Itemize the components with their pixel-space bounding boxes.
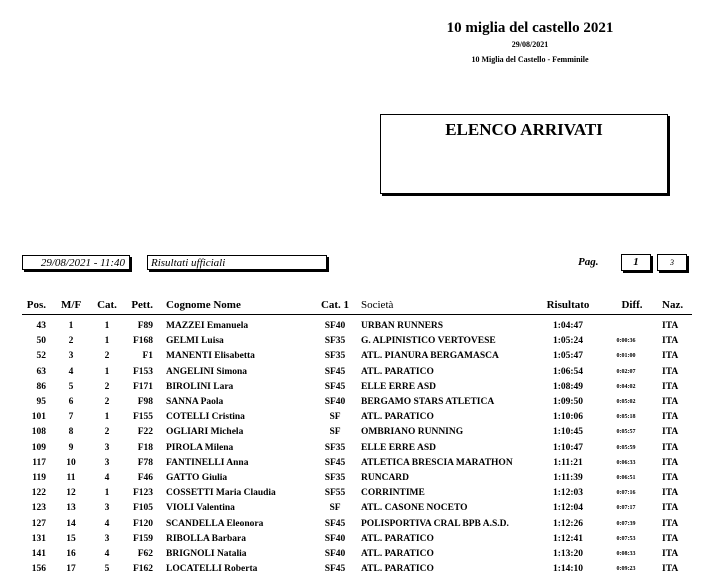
category-cell: SF45 <box>324 381 346 392</box>
position-cell: 127 <box>31 518 46 529</box>
athlete-name-cell: BIROLINI Lara <box>166 381 234 392</box>
athlete-name-cell: SANNA Paola <box>166 397 224 407</box>
bib-cell: F159 <box>132 533 153 544</box>
club-cell: ATL. PARATICO <box>361 564 434 575</box>
mf-rank-cell: 7 <box>68 412 74 423</box>
mf-rank-cell: 11 <box>66 473 76 483</box>
position-cell: 141 <box>31 549 46 559</box>
gap-cell: 0:07:53 <box>616 535 636 542</box>
bib-cell: F78 <box>137 457 153 468</box>
nation-cell: ITA <box>662 321 679 331</box>
category-rank-cell: 3 <box>104 533 110 544</box>
position-cell: 109 <box>31 442 46 453</box>
report-title: ELENCO ARRIVATI <box>445 120 603 139</box>
position-cell: 43 <box>36 321 46 331</box>
bib-cell: F105 <box>132 503 153 514</box>
nation-cell: ITA <box>662 549 679 559</box>
col-header-name: Cognome Nome <box>166 299 241 311</box>
header-divider <box>22 314 692 315</box>
bib-cell: F155 <box>132 412 153 423</box>
col-header-risultato: Risultato <box>546 299 590 311</box>
athlete-name-cell: PIROLA Milena <box>166 442 234 453</box>
page-label: Pag. <box>578 256 599 268</box>
result-time-cell: 1:10:45 <box>552 427 584 438</box>
bib-cell: F168 <box>132 336 153 347</box>
club-cell: G. ALPINISTICO VERTOVESE <box>361 336 496 347</box>
nation-cell: ITA <box>662 366 679 377</box>
bib-cell: F98 <box>137 397 153 407</box>
position-cell: 123 <box>31 503 46 514</box>
gap-cell: 0:04:02 <box>616 383 636 390</box>
nation-cell: ITA <box>662 351 679 362</box>
table-row <box>0 409 724 425</box>
col-header-pos: Pos. <box>26 299 46 311</box>
club-cell: ELLE ERRE ASD <box>361 442 436 453</box>
mf-rank-cell: 6 <box>68 397 74 407</box>
status-field: Risultati ufficiali <box>147 255 327 270</box>
mf-rank-cell: 14 <box>66 518 76 529</box>
mf-rank-cell: 17 <box>66 564 76 575</box>
bib-cell: F171 <box>132 381 153 392</box>
category-rank-cell: 1 <box>104 488 110 499</box>
category-rank-cell: 2 <box>104 397 110 407</box>
nation-cell: ITA <box>662 473 679 483</box>
category-cell: SF35 <box>324 336 346 347</box>
result-time-cell: 1:10:06 <box>552 412 584 423</box>
mf-rank-cell: 2 <box>68 336 74 347</box>
category-cell: SF40 <box>324 397 346 407</box>
gap-cell: 0:07:16 <box>616 490 636 497</box>
bib-cell: F153 <box>132 366 153 377</box>
mf-rank-cell: 15 <box>66 533 76 544</box>
nation-cell: ITA <box>662 381 679 392</box>
table-row <box>0 485 724 501</box>
athlete-name-cell: COTELLI Cristina <box>166 412 245 423</box>
athlete-name-cell: GATTO Giulia <box>166 473 228 483</box>
club-cell: ATLETICA BRESCIA MARATHON <box>361 457 513 468</box>
gap-cell: 0:06:51 <box>616 475 636 481</box>
category-rank-cell: 3 <box>104 457 110 468</box>
club-cell: BERGAMO STARS ATLETICA <box>361 397 495 407</box>
club-cell: ATL. PIANURA BERGAMASCA <box>361 351 499 362</box>
club-cell: URBAN RUNNERS <box>361 321 444 331</box>
category-rank-cell: 1 <box>104 412 110 423</box>
gap-cell: 0:05:02 <box>616 399 636 405</box>
category-rank-cell: 2 <box>104 427 110 438</box>
mf-rank-cell: 16 <box>66 549 76 559</box>
club-cell: ATL. PARATICO <box>361 533 434 544</box>
athlete-name-cell: MANENTI Elisabetta <box>166 351 255 362</box>
category-cell: SF40 <box>324 549 346 559</box>
club-cell: ATL. PARATICO <box>361 549 434 559</box>
position-cell: 117 <box>32 457 46 468</box>
total-pages: 3 <box>657 254 687 271</box>
result-time-cell: 1:05:47 <box>552 351 584 362</box>
race-title: 10 miglia del castello 2021 <box>446 20 614 36</box>
timestamp-field: 29/08/2021 - 11:40 <box>22 255 130 270</box>
category-cell: SF35 <box>324 442 346 453</box>
col-header-cat1: Cat. 1 <box>320 299 350 311</box>
category-cell: SF55 <box>324 488 346 499</box>
bib-cell: F22 <box>137 427 153 438</box>
bib-cell: F1 <box>142 351 153 362</box>
table-row <box>0 561 724 577</box>
category-cell: SF40 <box>324 321 346 331</box>
nation-cell: ITA <box>662 427 679 438</box>
result-time-cell: 1:11:39 <box>553 473 583 483</box>
category-cell: SF35 <box>324 351 346 362</box>
category-cell: SF45 <box>324 366 346 377</box>
bib-cell: F162 <box>132 564 153 575</box>
table-row <box>0 470 724 486</box>
nation-cell: ITA <box>662 442 679 453</box>
category-rank-cell: 3 <box>104 503 110 514</box>
club-cell: ATL. CASONE NOCETO <box>361 503 468 514</box>
bib-cell: F46 <box>137 473 153 483</box>
col-header-mf: M/F <box>61 299 82 311</box>
race-date: 29/08/2021 <box>511 40 549 49</box>
result-time-cell: 1:13:20 <box>552 549 584 559</box>
athlete-name-cell: SCANDELLA Eleonora <box>166 518 264 529</box>
mf-rank-cell: 13 <box>66 503 76 514</box>
position-cell: 95 <box>36 397 46 407</box>
table-row <box>0 379 724 395</box>
table-row <box>0 546 724 562</box>
result-time-cell: 1:11:21 <box>553 457 583 468</box>
table-row <box>0 394 724 410</box>
table-row <box>0 333 724 349</box>
position-cell: 50 <box>36 336 46 347</box>
table-row <box>0 500 724 516</box>
gap-cell: 0:05:18 <box>616 414 636 421</box>
bib-cell: F89 <box>137 321 153 331</box>
athlete-name-cell: GELMI Luisa <box>166 336 224 347</box>
position-cell: 122 <box>31 488 46 499</box>
category-rank-cell: 2 <box>104 351 110 362</box>
result-time-cell: 1:09:50 <box>552 397 584 407</box>
mf-rank-cell: 4 <box>68 366 74 377</box>
gap-cell: 0:08:33 <box>616 551 636 557</box>
athlete-name-cell: RIBOLLA Barbara <box>166 533 246 544</box>
athlete-name-cell: OGLIARI Michela <box>166 427 244 438</box>
table-row <box>0 516 724 532</box>
category-cell: SF35 <box>324 473 346 483</box>
gap-cell: 0:01:00 <box>616 353 636 360</box>
table-row <box>0 364 724 380</box>
club-cell: RUNCARD <box>361 473 410 483</box>
col-header-naz: Naz. <box>662 299 684 311</box>
gap-cell: 0:02:07 <box>616 368 636 375</box>
bib-cell: F120 <box>132 518 153 529</box>
club-cell: OMBRIANO RUNNING <box>361 427 464 438</box>
athlete-name-cell: LOCATELLI Roberta <box>166 564 258 575</box>
race-subtitle: 10 Miglia del Castello - Femminile <box>471 55 589 64</box>
gap-cell: 0:05:57 <box>616 429 636 436</box>
col-header-pett: Pett. <box>131 299 153 311</box>
mf-rank-cell: 1 <box>68 321 74 331</box>
mf-rank-cell: 9 <box>68 442 74 453</box>
result-time-cell: 1:05:24 <box>552 336 584 347</box>
position-cell: 52 <box>36 351 46 362</box>
category-rank-cell: 1 <box>104 321 110 331</box>
gap-cell: 0:06:33 <box>616 459 636 466</box>
result-time-cell: 1:04:47 <box>552 321 584 331</box>
category-rank-cell: 2 <box>104 381 110 392</box>
result-time-cell: 1:06:54 <box>552 366 584 377</box>
nation-cell: ITA <box>662 518 679 529</box>
table-row <box>0 318 724 334</box>
result-time-cell: 1:10:47 <box>552 442 584 453</box>
table-row <box>0 455 724 471</box>
nation-cell: ITA <box>662 457 679 468</box>
result-time-cell: 1:08:49 <box>552 381 584 392</box>
current-page: 1 <box>621 254 651 271</box>
result-time-cell: 1:12:03 <box>552 488 584 499</box>
gap-cell: 0:07:17 <box>616 505 636 512</box>
category-cell: SF <box>329 503 341 514</box>
mf-rank-cell: 12 <box>66 488 76 499</box>
category-cell: SF45 <box>324 457 346 468</box>
nation-cell: ITA <box>662 336 679 347</box>
position-cell: 131 <box>31 533 46 544</box>
club-cell: ATL. PARATICO <box>361 412 434 423</box>
col-header-diff: Diff. <box>621 299 643 311</box>
club-cell: ATL. PARATICO <box>361 366 434 377</box>
result-time-cell: 1:12:26 <box>552 518 584 529</box>
report-title-box <box>380 114 668 194</box>
col-header-societa: Società <box>361 299 394 311</box>
result-time-cell: 1:12:04 <box>552 503 584 514</box>
gap-cell: 0:05:59 <box>616 444 636 451</box>
gap-cell: 0:09:23 <box>616 566 636 573</box>
category-rank-cell: 3 <box>104 442 110 453</box>
nation-cell: ITA <box>662 503 679 514</box>
col-header-cat: Cat. <box>97 299 117 311</box>
result-time-cell: 1:12:41 <box>552 533 584 544</box>
position-cell: 86 <box>36 381 46 392</box>
category-rank-cell: 4 <box>104 518 110 529</box>
category-cell: SF45 <box>324 518 346 529</box>
nation-cell: ITA <box>662 397 679 407</box>
position-cell: 63 <box>36 366 46 377</box>
category-cell: SF <box>329 427 341 438</box>
club-cell: CORRINTIME <box>361 488 425 499</box>
category-cell: SF <box>329 412 341 423</box>
position-cell: 119 <box>32 473 46 483</box>
athlete-name-cell: ANGELINI Simona <box>166 366 248 377</box>
table-row <box>0 440 724 456</box>
result-time-cell: 1:14:10 <box>552 564 584 575</box>
bib-cell: F18 <box>137 442 153 453</box>
mf-rank-cell: 10 <box>66 457 76 468</box>
category-rank-cell: 5 <box>104 564 110 575</box>
athlete-name-cell: BRIGNOLI Natalia <box>166 549 247 559</box>
mf-rank-cell: 8 <box>68 427 74 438</box>
category-rank-cell: 4 <box>104 473 110 483</box>
nation-cell: ITA <box>662 564 679 575</box>
bib-cell: F123 <box>132 488 153 499</box>
nation-cell: ITA <box>662 533 679 544</box>
table-row <box>0 531 724 547</box>
nation-cell: ITA <box>662 412 679 423</box>
position-cell: 108 <box>31 427 46 438</box>
bib-cell: F62 <box>137 549 153 559</box>
category-cell: SF45 <box>324 564 346 575</box>
table-row <box>0 424 724 440</box>
athlete-name-cell: MAZZEI Emanuela <box>166 321 249 331</box>
category-rank-cell: 1 <box>104 366 110 377</box>
athlete-name-cell: COSSETTI Maria Claudia <box>166 488 276 499</box>
table-row <box>0 348 724 364</box>
category-rank-cell: 1 <box>104 336 110 347</box>
athlete-name-cell: FANTINELLI Anna <box>166 457 249 468</box>
club-cell: POLISPORTIVA CRAL BPB A.S.D. <box>361 518 509 529</box>
position-cell: 156 <box>31 564 46 575</box>
athlete-name-cell: VIOLI Valentina <box>166 503 235 514</box>
nation-cell: ITA <box>662 488 679 499</box>
mf-rank-cell: 5 <box>68 381 74 392</box>
gap-cell: 0:07:39 <box>616 520 636 527</box>
club-cell: ELLE ERRE ASD <box>361 381 436 392</box>
category-cell: SF40 <box>324 533 346 544</box>
mf-rank-cell: 3 <box>68 351 74 362</box>
category-rank-cell: 4 <box>104 549 110 559</box>
gap-cell: 0:00:36 <box>616 338 636 345</box>
position-cell: 101 <box>31 412 46 423</box>
